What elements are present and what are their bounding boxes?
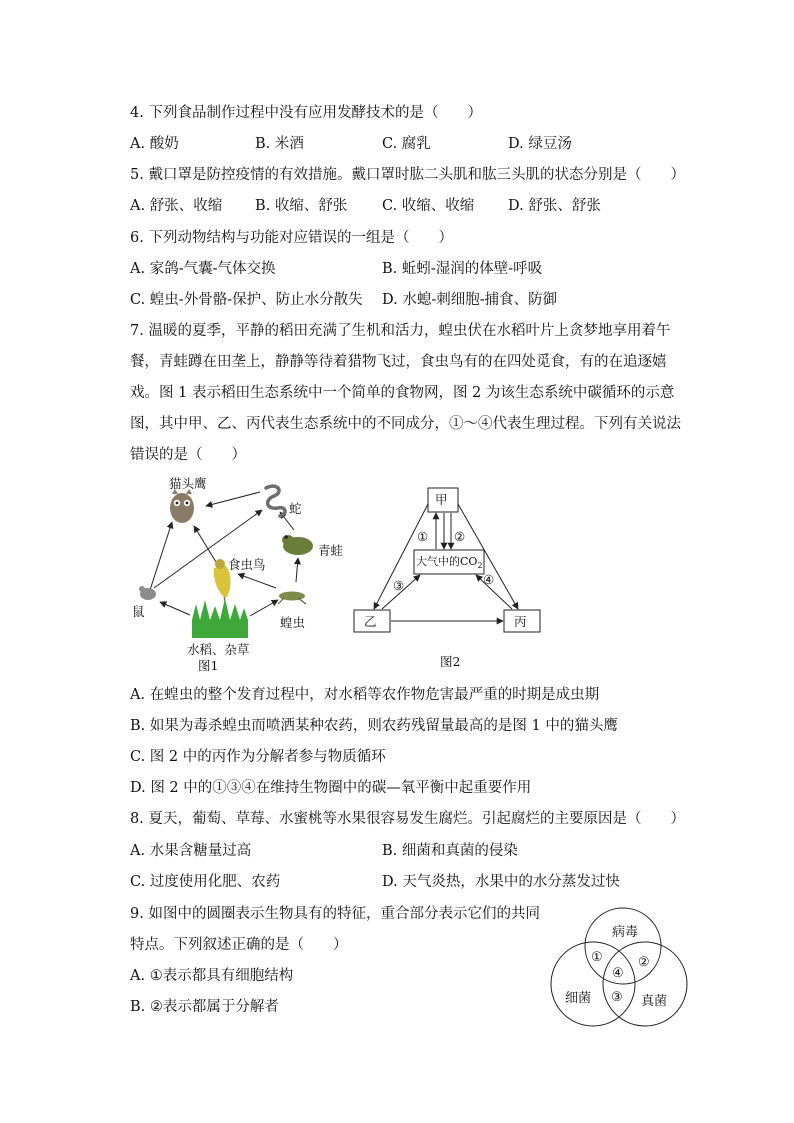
snake-drawing (266, 486, 285, 516)
q8-option-c: C. 过度使用化肥、农药 (130, 874, 281, 890)
label-snake: 蛇 (289, 501, 302, 516)
venn-label-virus: 病毒 (612, 925, 639, 940)
q7-option-a: A. 在蝗虫的整个发育过程中，对水稻等农作物危害最严重的时期是成虫期 (130, 687, 600, 703)
label-air-co2-sub: 2 (477, 561, 483, 571)
q5-option-d: D. 舒张、舒张 (508, 198, 601, 214)
q7-option-c: C. 图 2 中的丙作为分解者参与物质循环 (130, 749, 386, 765)
q4-option-c: C. 腐乳 (382, 136, 431, 152)
grass-drawing (192, 598, 248, 638)
q8-option-b: B. 细菌和真菌的侵染 (382, 843, 518, 859)
arrow-snake-owl (206, 492, 260, 506)
q5-option-a: A. 舒张、收缩 (130, 198, 223, 214)
q9-option-a: A. ①表示都具有细胞结构 (130, 968, 294, 984)
venn-region-1: ① (591, 950, 603, 965)
venn-region-2: ② (638, 955, 650, 970)
q5-stem: 5. 戴口罩是防控疫情的有效措施。戴口罩时肱二头肌和肱三头肌的状态分别是（ ） (130, 167, 685, 183)
mouse-drawing (139, 586, 156, 600)
q9-stem-line-2: 特点。下列叙述正确的是（ ） (130, 937, 348, 953)
label-frog: 青蛙 (318, 543, 344, 558)
label-process-1: ① (417, 529, 429, 544)
label-process-2: ② (454, 529, 466, 544)
arrow-locust-frog (296, 558, 298, 582)
q9-option-b: B. ②表示都属于分解者 (130, 999, 279, 1015)
q5-option-b: B. 收缩、舒张 (255, 198, 348, 214)
label-bing: 丙 (514, 614, 527, 629)
label-mouse: 鼠 (132, 604, 145, 619)
venn-region-3: ③ (611, 990, 623, 1005)
q4-option-d: D. 绿豆汤 (508, 136, 572, 152)
q6-option-c: C. 蝗虫-外骨骼-保护、防止水分散失 (130, 292, 363, 308)
arrow-locust-bird (238, 574, 276, 588)
q6-option-b: B. 蚯蚓-湿润的体壁-呼吸 (382, 261, 543, 277)
q8-option-a: A. 水果含糖量过高 (130, 843, 252, 859)
arrow-plant-locust (250, 600, 278, 616)
q6-stem: 6. 下列动物结构与功能对应错误的一组是（ ） (130, 230, 453, 246)
locust-drawing (278, 592, 306, 605)
label-bird: 食虫鸟 (228, 557, 266, 572)
label-yi: 乙 (364, 614, 377, 629)
label-plant: 水稻、杂草 (187, 642, 250, 657)
venn-region-4: ④ (612, 966, 624, 981)
q8-stem: 8. 夏天，葡萄、草莓、水蜜桃等水果很容易发生腐烂。引起腐烂的主要原因是（ ） (130, 811, 685, 827)
owl-drawing (170, 489, 194, 523)
arrow-plant-mouse (160, 602, 190, 615)
q4-option-a: A. 酸奶 (130, 136, 179, 152)
q9-stem-line-1: 9. 如图中的圆圈表示生物具有的特征，重合部分表示它们的共同 (130, 906, 540, 922)
q8-option-d: D. 天气炎热，水果中的水分蒸发过快 (382, 874, 620, 890)
label-air-co2-text: 大气中的CO (416, 555, 478, 568)
q4-stem: 4. 下列食品制作过程中没有应用发酵技术的是（ ） (130, 105, 482, 121)
figure-1-caption: 图1 (198, 658, 219, 673)
label-owl: 猫头鹰 (169, 476, 207, 491)
q6-option-a: A. 家鸽-气囊-气体交换 (130, 261, 276, 277)
arrow-mouse-owl (150, 522, 172, 590)
label-jia: 甲 (435, 492, 448, 507)
figure-2-caption: 图2 (440, 654, 461, 669)
q5-option-c: C. 收缩、收缩 (382, 198, 475, 214)
label-process-4: ④ (483, 572, 495, 587)
q7-stem: 7. 温暖的夏季，平静的稻田充满了生机和活力，蝗虫伏在水稻叶片上贪梦地享用着午餐，青蛙蹲在田垄上，静静等待着猎物飞过，食虫鸟有的在四处觅食，有的在追逐嬉戏。图 1 表示稻田生态系统中一个简单的食物网，图 2 为该生态系统中碳循环的示意图，其中甲、乙、丙代表生态系统中的不同成分，①～④代表生理过程。下列有关说法错误的是（ ） (130, 323, 681, 463)
q4-option-b: B. 米酒 (255, 136, 304, 152)
label-locust: 蝗虫 (280, 615, 306, 630)
label-process-3: ③ (393, 578, 405, 593)
venn-label-fungi: 真菌 (641, 994, 668, 1009)
q7-option-d: D. 图 2 中的①③④在维持生物圈中的碳—氧平衡中起重要作用 (130, 780, 532, 796)
q7-option-b: B. 如果为毒杀蝗虫而喷洒某种农药，则农药残留量最高的是图 1 中的猫头鹰 (130, 718, 618, 734)
label-air-co2 (416, 553, 483, 570)
frog-drawing (282, 535, 313, 555)
venn-label-bacteria: 细菌 (565, 991, 592, 1006)
q6-option-d: D. 水螅-刺细胞-捕食、防御 (382, 292, 558, 308)
